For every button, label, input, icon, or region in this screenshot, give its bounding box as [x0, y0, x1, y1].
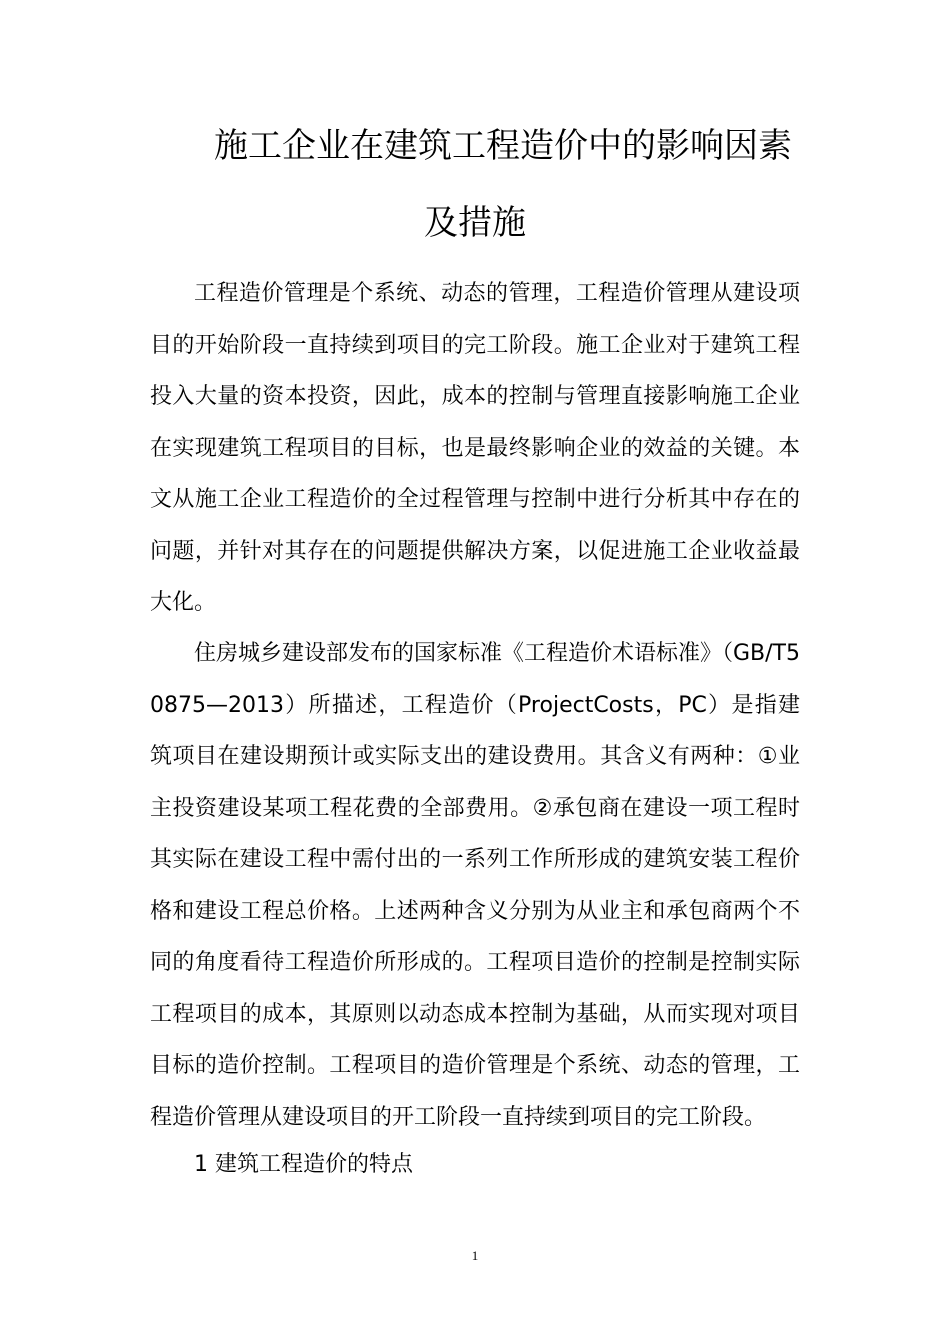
section-heading: 1 建筑工程造价的特点	[194, 1152, 413, 1177]
document-title-line-2: 及措施	[424, 203, 526, 243]
paragraph-definition: 住房城乡建设部发布的国家标准《工程造价术语标准》（GB/T50875—2013）所描述，工程造价（ProjectCosts，PC）是指建筑项目在建设期预计或实际支出的建设费用。其含义有两种：①业主投资建设某项工程花费的全部费用。②承包商在建设一项工程时其实际在建设工程中需付出的一系列工作所形成的建筑安装工程价格和建设工程总价格。上述两种含义分别为从业主和承包商两个不同的角度看待工程造价所形成的。工程项目造价的控制是控制实际工程项目的成本，其原则以动态成本控制为基础，从而实现对项目目标的造价控制。工程项目的造价管理是个系统、动态的管理，工程造价管理从建设项目的开工阶段一直持续到项目的完工阶段。	[150, 641, 800, 1130]
page-number: 1	[471, 1248, 479, 1263]
paragraph-intro: 工程造价管理是个系统、动态的管理，工程造价管理从建设项目的开始阶段一直持续到项目的完工阶段。施工企业对于建筑工程投入大量的资本投资，因此，成本的控制与管理直接影响施工企业在实现建筑工程项目的目标，也是最终影响企业的效益的关键。本文从施工企业工程造价的全过程管理与控制中进行分析其中存在的问题，并针对其存在的问题提供解决方案，以促进施工企业收益最大化。	[150, 281, 800, 615]
document-title-line-1: 施工企业在建筑工程造价中的影响因素	[214, 126, 792, 166]
